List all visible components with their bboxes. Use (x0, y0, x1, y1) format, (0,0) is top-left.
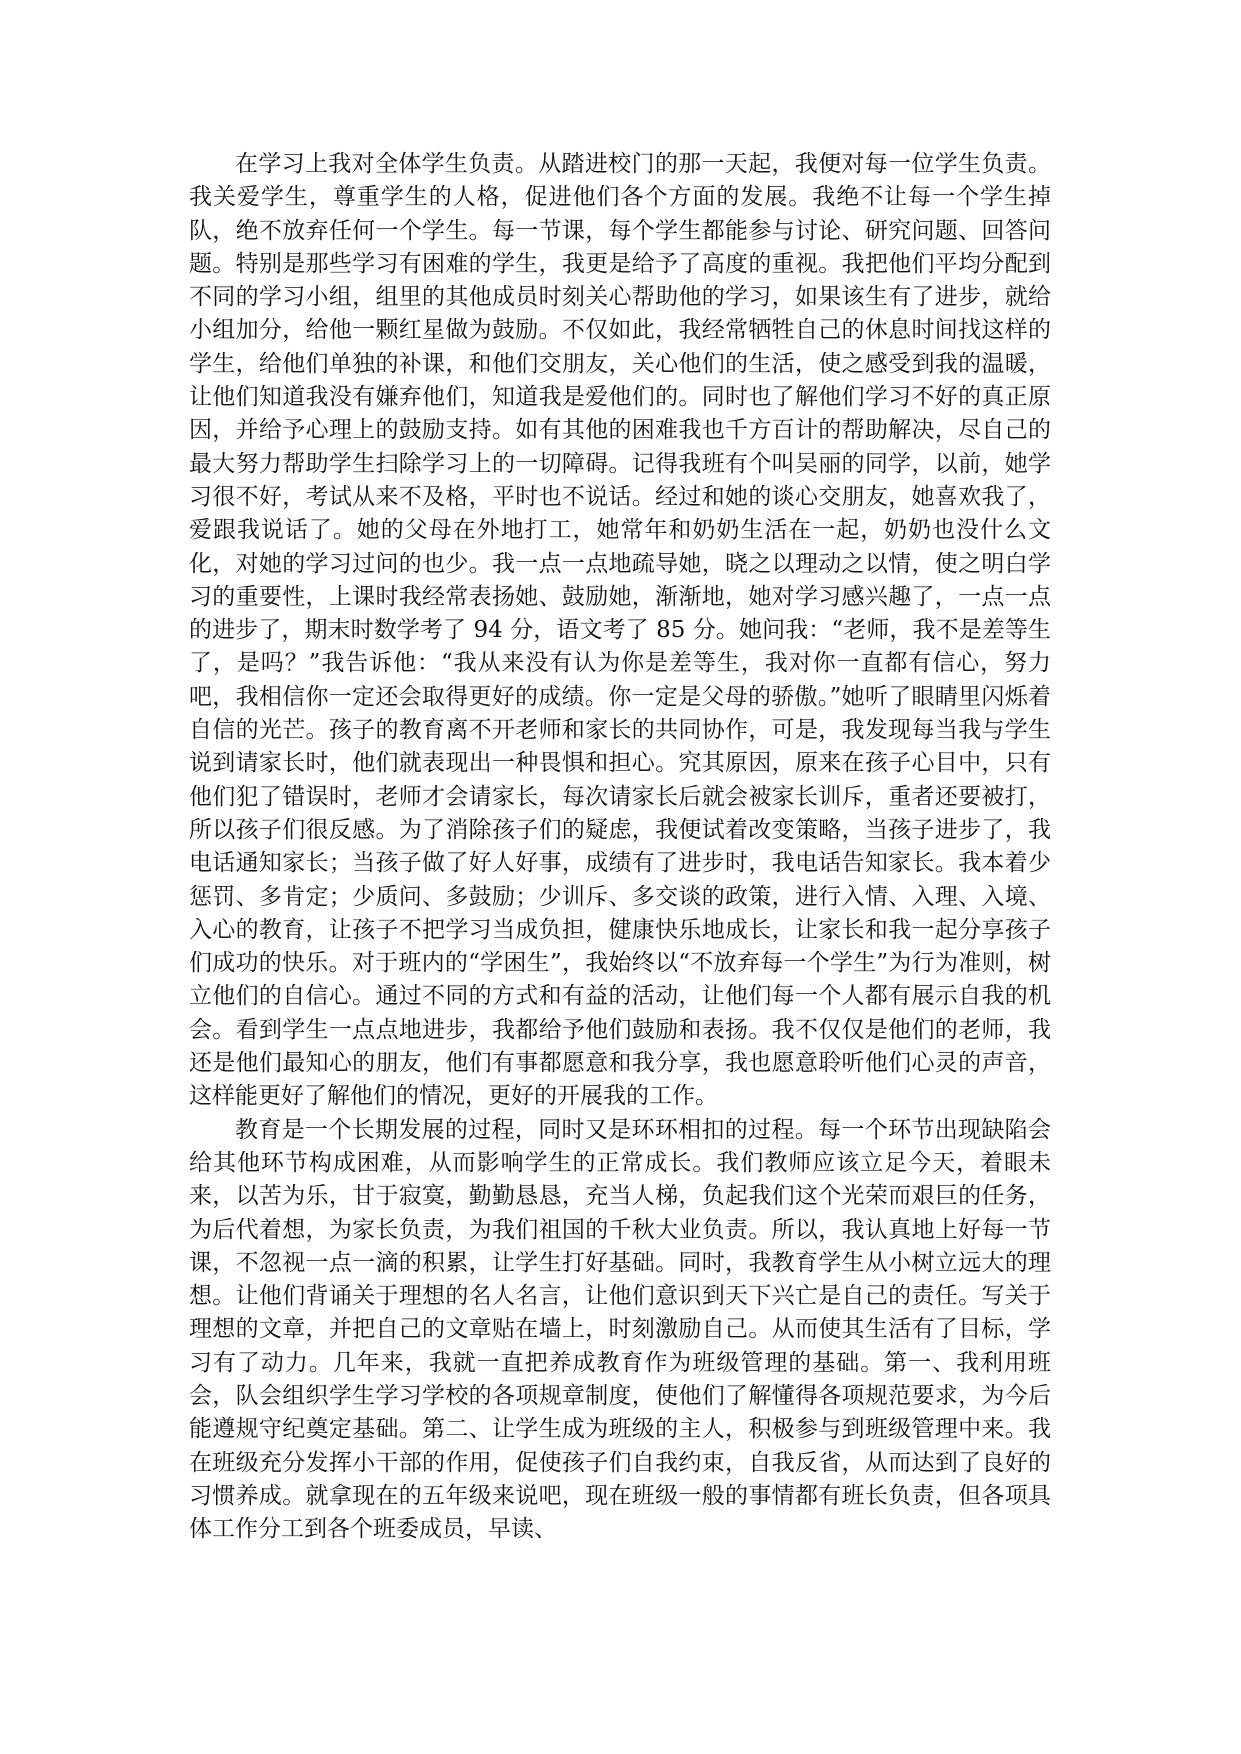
paragraph-2: 教育是一个长期发展的过程，同时又是环环相扣的过程。每一个环节出现缺陷会给其他环节构成困难，从而影响学生的正常成长。我们教师应该立足今天，着眼未来，以苦为乐，甘于寂寞，勤勤恳恳，充当人梯，负起我们这个光荣而艰巨的任务，为后代着想，为家长负责，为我们祖国的千秋大业负责。所以，我认真地上好每一节课，不忽视一点一滴的积累，让学生打好基础。同时，我教育学生从小树立远大的理想。让他们背诵关于理想的名人名言，让他们意识到天下兴亡是自己的责任。写关于理想的文章，并把自己的文章贴在墙上，时刻激励自己。从而使其生活有了目标，学习有了动力。几年来，我就一直把养成教育作为班级管理的基础。第一、我利用班会，队会组织学生学习学校的各项规章制度，使他们了解懂得各项规范要求，为今后能遵规守纪奠定基础。第二、让学生成为班级的主人，积极参与到班级管理中来。我在班级充分发挥小干部的作用，促使孩子们自我约束，自我反省，从而达到了良好的习惯养成。就拿现在的五年级来说吧，现在班级一般的事情都有班长负责，但各项具体工作分工到各个班委成员，早读、 (189, 1116, 1051, 1543)
body-text (189, 148, 1051, 1546)
paragraph-1: 在学习上我对全体学生负责。从踏进校门的那一天起，我便对每一位学生负责。我关爱学生，尊重学生的人格，促进他们各个方面的发展。我绝不让每一个学生掉队，绝不放弃任何一个学生。每一节课，每个学生都能参与讨论、研究问题、回答问题。特别是那些学习有困难的学生，我更是给予了高度的重视。我把他们平均分配到不同的学习小组，组里的其他成员时刻关心帮助他的学习，如果该生有了进步，就给小组加分，给他一颗红星做为鼓励。不仅如此，我经常牺牲自己的休息时间找这样的学生，给他们单独的补课，和他们交朋友，关心他们的生活，使之感受到我的温暖，让他们知道我没有嫌弃他们，知道我是爱他们的。同时也了解他们学习不好的真正原因，并给予心理上的鼓励支持。如有其他的困难我也千方百计的帮助解决，尽自己的最大努力帮助学生扫除学习上的一切障碍。记得我班有个叫吴丽的同学，以前，她学习很不好，考试从来不及格，平时也不说话。经过和她的谈心交朋友，她喜欢我了，爱跟我说话了。她的父母在外地打工，她常年和奶奶生活在一起，奶奶也没什么文化，对她的学习过问的也少。我一点一点地疏导她，晓之以理动之以情，使之明白学习的重要性，上课时我经常表扬她、鼓励她，渐渐地，她对学习感兴趣了，一点一点的进步了，期末时数学考了 94 分，语文考了 85 分。她问我：“老师，我不是差等生了，是吗？”我告诉他：“我从来没有认为你是差等生，我对你一直都有信心，努力吧，我相信你一定还会取得更好的成绩。你一定是父母的骄傲。”她听了眼睛里闪烁着自信的光芒。孩子的教育离不开老师和家长的共同协作，可是，我发现每当我与学生说到请家长时，他们就表现出一种畏惧和担心。究其原因，原来在孩子心目中，只有他们犯了错误时，老师才会请家长，每次请家长后就会被家长训斥，重者还要被打，所以孩子们很反感。为了消除孩子们的疑虑，我便试着改变策略，当孩子进步了，我电话通知家长；当孩子做了好人好事，成绩有了进步时，我电话告知家长。我本着少惩罚、多肯定；少质问、多鼓励；少训斥、多交谈的政策，进行入情、入理、入境、入心的教育，让孩子不把学习当成负担，健康快乐地成长，让家长和我一起分享孩子们成功的快乐。对于班内的“学困生”，我始终以“不放弃每一个学生”为行为准则，树立他们的自信心。通过不同的方式和有益的活动，让他们每一个人都有展示自我的机会。看到学生一点点地进步，我都给予他们鼓励和表扬。我不仅仅是他们的老师，我还是他们最知心的朋友，他们有事都愿意和我分享，我也愿意聆听他们心灵的声音，这样能更好了解他们的情况，更好的开展我的工作。 (189, 151, 1051, 1110)
